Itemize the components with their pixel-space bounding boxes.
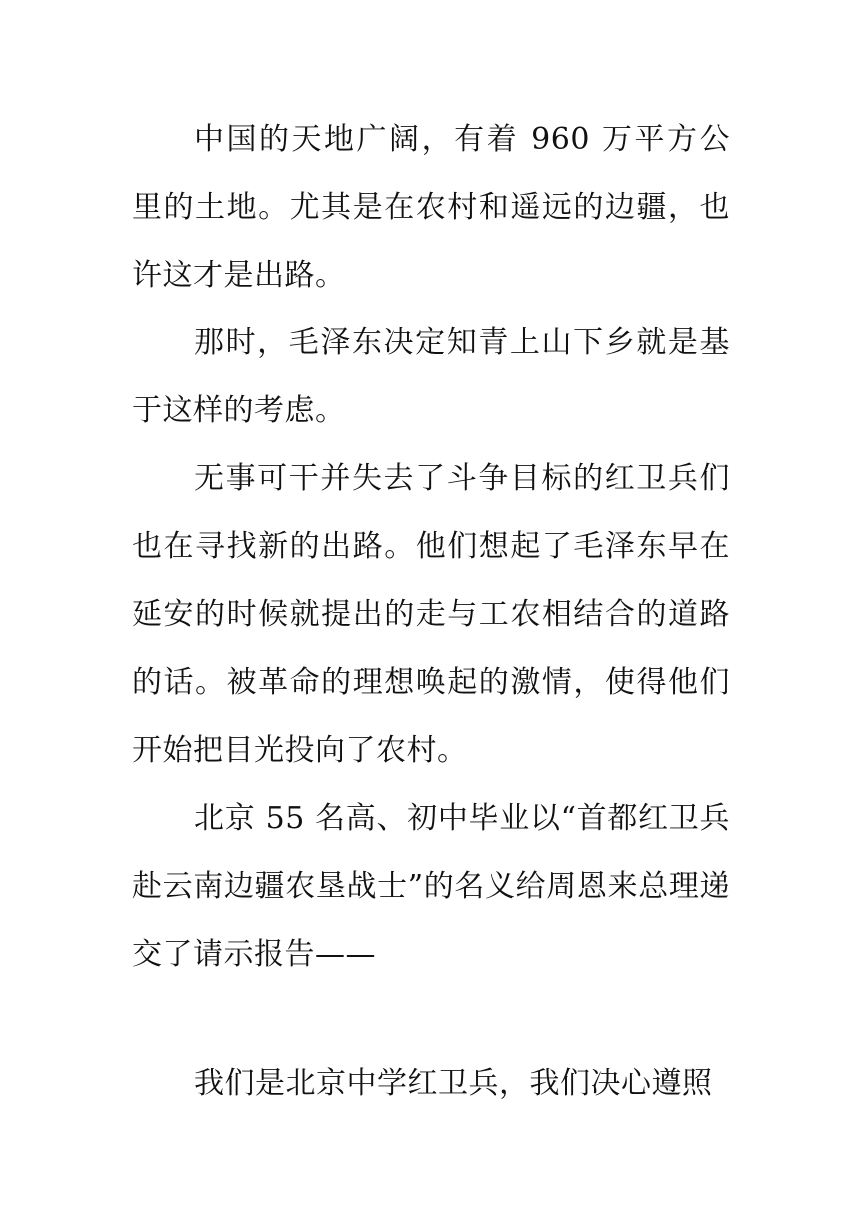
paragraph-5: 我们是北京中学红卫兵，我们决心遵照 bbox=[194, 1066, 713, 1101]
paragraph-4: 北京 55 名高、初中毕业以“首都红卫兵赴云南边疆农垦战士”的名义给周恩来总理递交了请示报告—— bbox=[132, 801, 730, 972]
paragraph-2: 那时，毛泽东决定知青上山下乡就是基于这样的考虑。 bbox=[132, 325, 730, 428]
paragraph-1: 中国的天地广阔，有着 960 万平方公里的土地。尤其是在农村和遥远的边疆，也许这才是出路。 bbox=[132, 122, 730, 293]
paragraph-3: 无事可干并失去了斗争目标的红卫兵们也在寻找新的出路。他们想起了毛泽东早在延安的时候就提出的走与工农相结合的道路的话。被革命的理想唤起的激情，使得他们开始把目光投向了农村。 bbox=[132, 461, 730, 768]
